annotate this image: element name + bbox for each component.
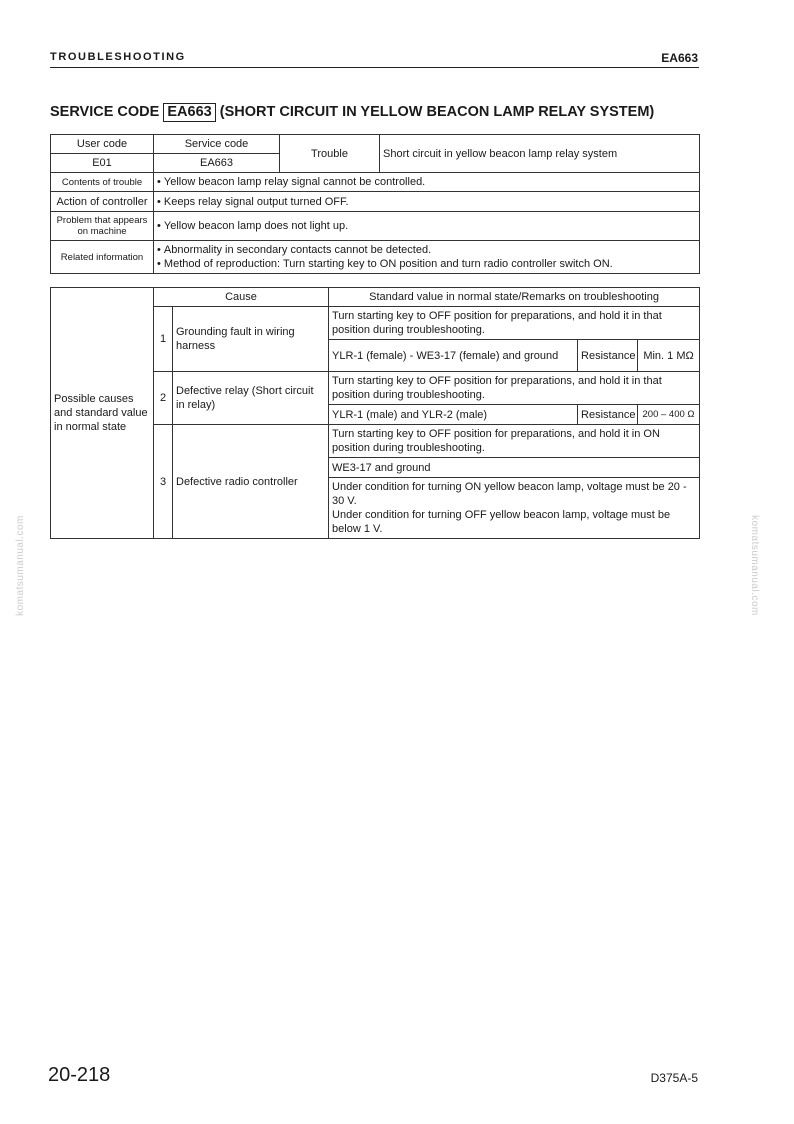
trouble-info-table [50, 134, 700, 274]
running-header-code: EA663 [661, 51, 698, 65]
title-suffix: (SHORT CIRCUIT IN YELLOW BEACON LAMP RELAY SYSTEM) [219, 104, 655, 120]
cause-prep-text: Turn starting key to OFF position for preparations, and hold it in ON position during troubleshooting. [329, 425, 700, 458]
cause-number: 2 [154, 372, 173, 425]
problem-label: Problem that appears on machine [51, 212, 154, 241]
contents-text: • Yellow beacon lamp relay signal cannot be controlled. [154, 173, 700, 192]
user-code-value: E01 [51, 154, 154, 173]
cause-text: Grounding fault in wiring harness [173, 307, 329, 372]
title-code-box: EA663 [163, 103, 215, 122]
measure-point: YLR-1 (male) and YLR-2 (male) [329, 405, 578, 425]
cause-text: Defective radio controller [173, 425, 329, 539]
service-code-label: Service code [154, 135, 280, 154]
measure-type: Resistance [578, 405, 638, 425]
trouble-label: Trouble [280, 135, 380, 173]
service-code-value: EA663 [154, 154, 280, 173]
table-row [51, 241, 700, 274]
related-item: • Method of reproduction: Turn starting key to ON position and turn radio controller switch ON. [157, 257, 696, 271]
cause-prep-text: Turn starting key to OFF position for preparations, and hold it in that position during troubleshooting. [329, 372, 700, 405]
cause-prep-text: Turn starting key to OFF position for preparations, and hold it in that position during troubleshooting. [329, 307, 700, 340]
causes-group-label: Possible causes and standard value in normal state [51, 288, 154, 539]
measure-point: WE3-17 and ground [329, 458, 700, 478]
related-label: Related information [51, 241, 154, 274]
table-row [51, 173, 700, 192]
table-row [51, 192, 700, 212]
header-rule [50, 67, 699, 68]
measure-value: 200 – 400 Ω [638, 405, 700, 425]
measure-point: YLR-1 (female) - WE3-17 (female) and ground [329, 340, 578, 372]
voltage-conditions [329, 478, 700, 539]
contents-label: Contents of trouble [51, 173, 154, 192]
related-item: • Abnormality in secondary contacts cannot be detected. [157, 243, 696, 257]
condition-off-text: Under condition for turning OFF yellow beacon lamp, voltage must be below 1 V. [332, 509, 671, 535]
measure-type: Resistance [578, 340, 638, 372]
problem-text: • Yellow beacon lamp does not light up. [154, 212, 700, 241]
table-row [51, 135, 700, 154]
related-text [154, 241, 700, 274]
trouble-text: Short circuit in yellow beacon lamp relay system [380, 135, 700, 173]
table-row [51, 212, 700, 241]
model-number: D375A-5 [650, 1071, 698, 1085]
watermark-left: komatsumanual.com [14, 515, 26, 616]
title-prefix: SERVICE CODE [50, 104, 160, 120]
cause-number: 1 [154, 307, 173, 372]
table-row [51, 288, 700, 307]
page-title [50, 103, 654, 122]
action-label: Action of controller [51, 192, 154, 212]
watermark-right: komatsumanual.com [748, 515, 760, 616]
cause-text: Defective relay (Short circuit in relay) [173, 372, 329, 425]
measure-value: Min. 1 MΩ [638, 340, 700, 372]
condition-on-text: Under condition for turning ON yellow beacon lamp, voltage must be 20 - 30 V. [332, 481, 687, 507]
page-number: 20-218 [48, 1064, 111, 1086]
user-code-label: User code [51, 135, 154, 154]
running-header-section: TROUBLESHOOTING [50, 51, 186, 63]
possible-causes-table [50, 287, 700, 539]
cause-number: 3 [154, 425, 173, 539]
action-text: • Keeps relay signal output turned OFF. [154, 192, 700, 212]
standard-column-header: Standard value in normal state/Remarks on troubleshooting [329, 288, 700, 307]
cause-column-header: Cause [154, 288, 329, 307]
